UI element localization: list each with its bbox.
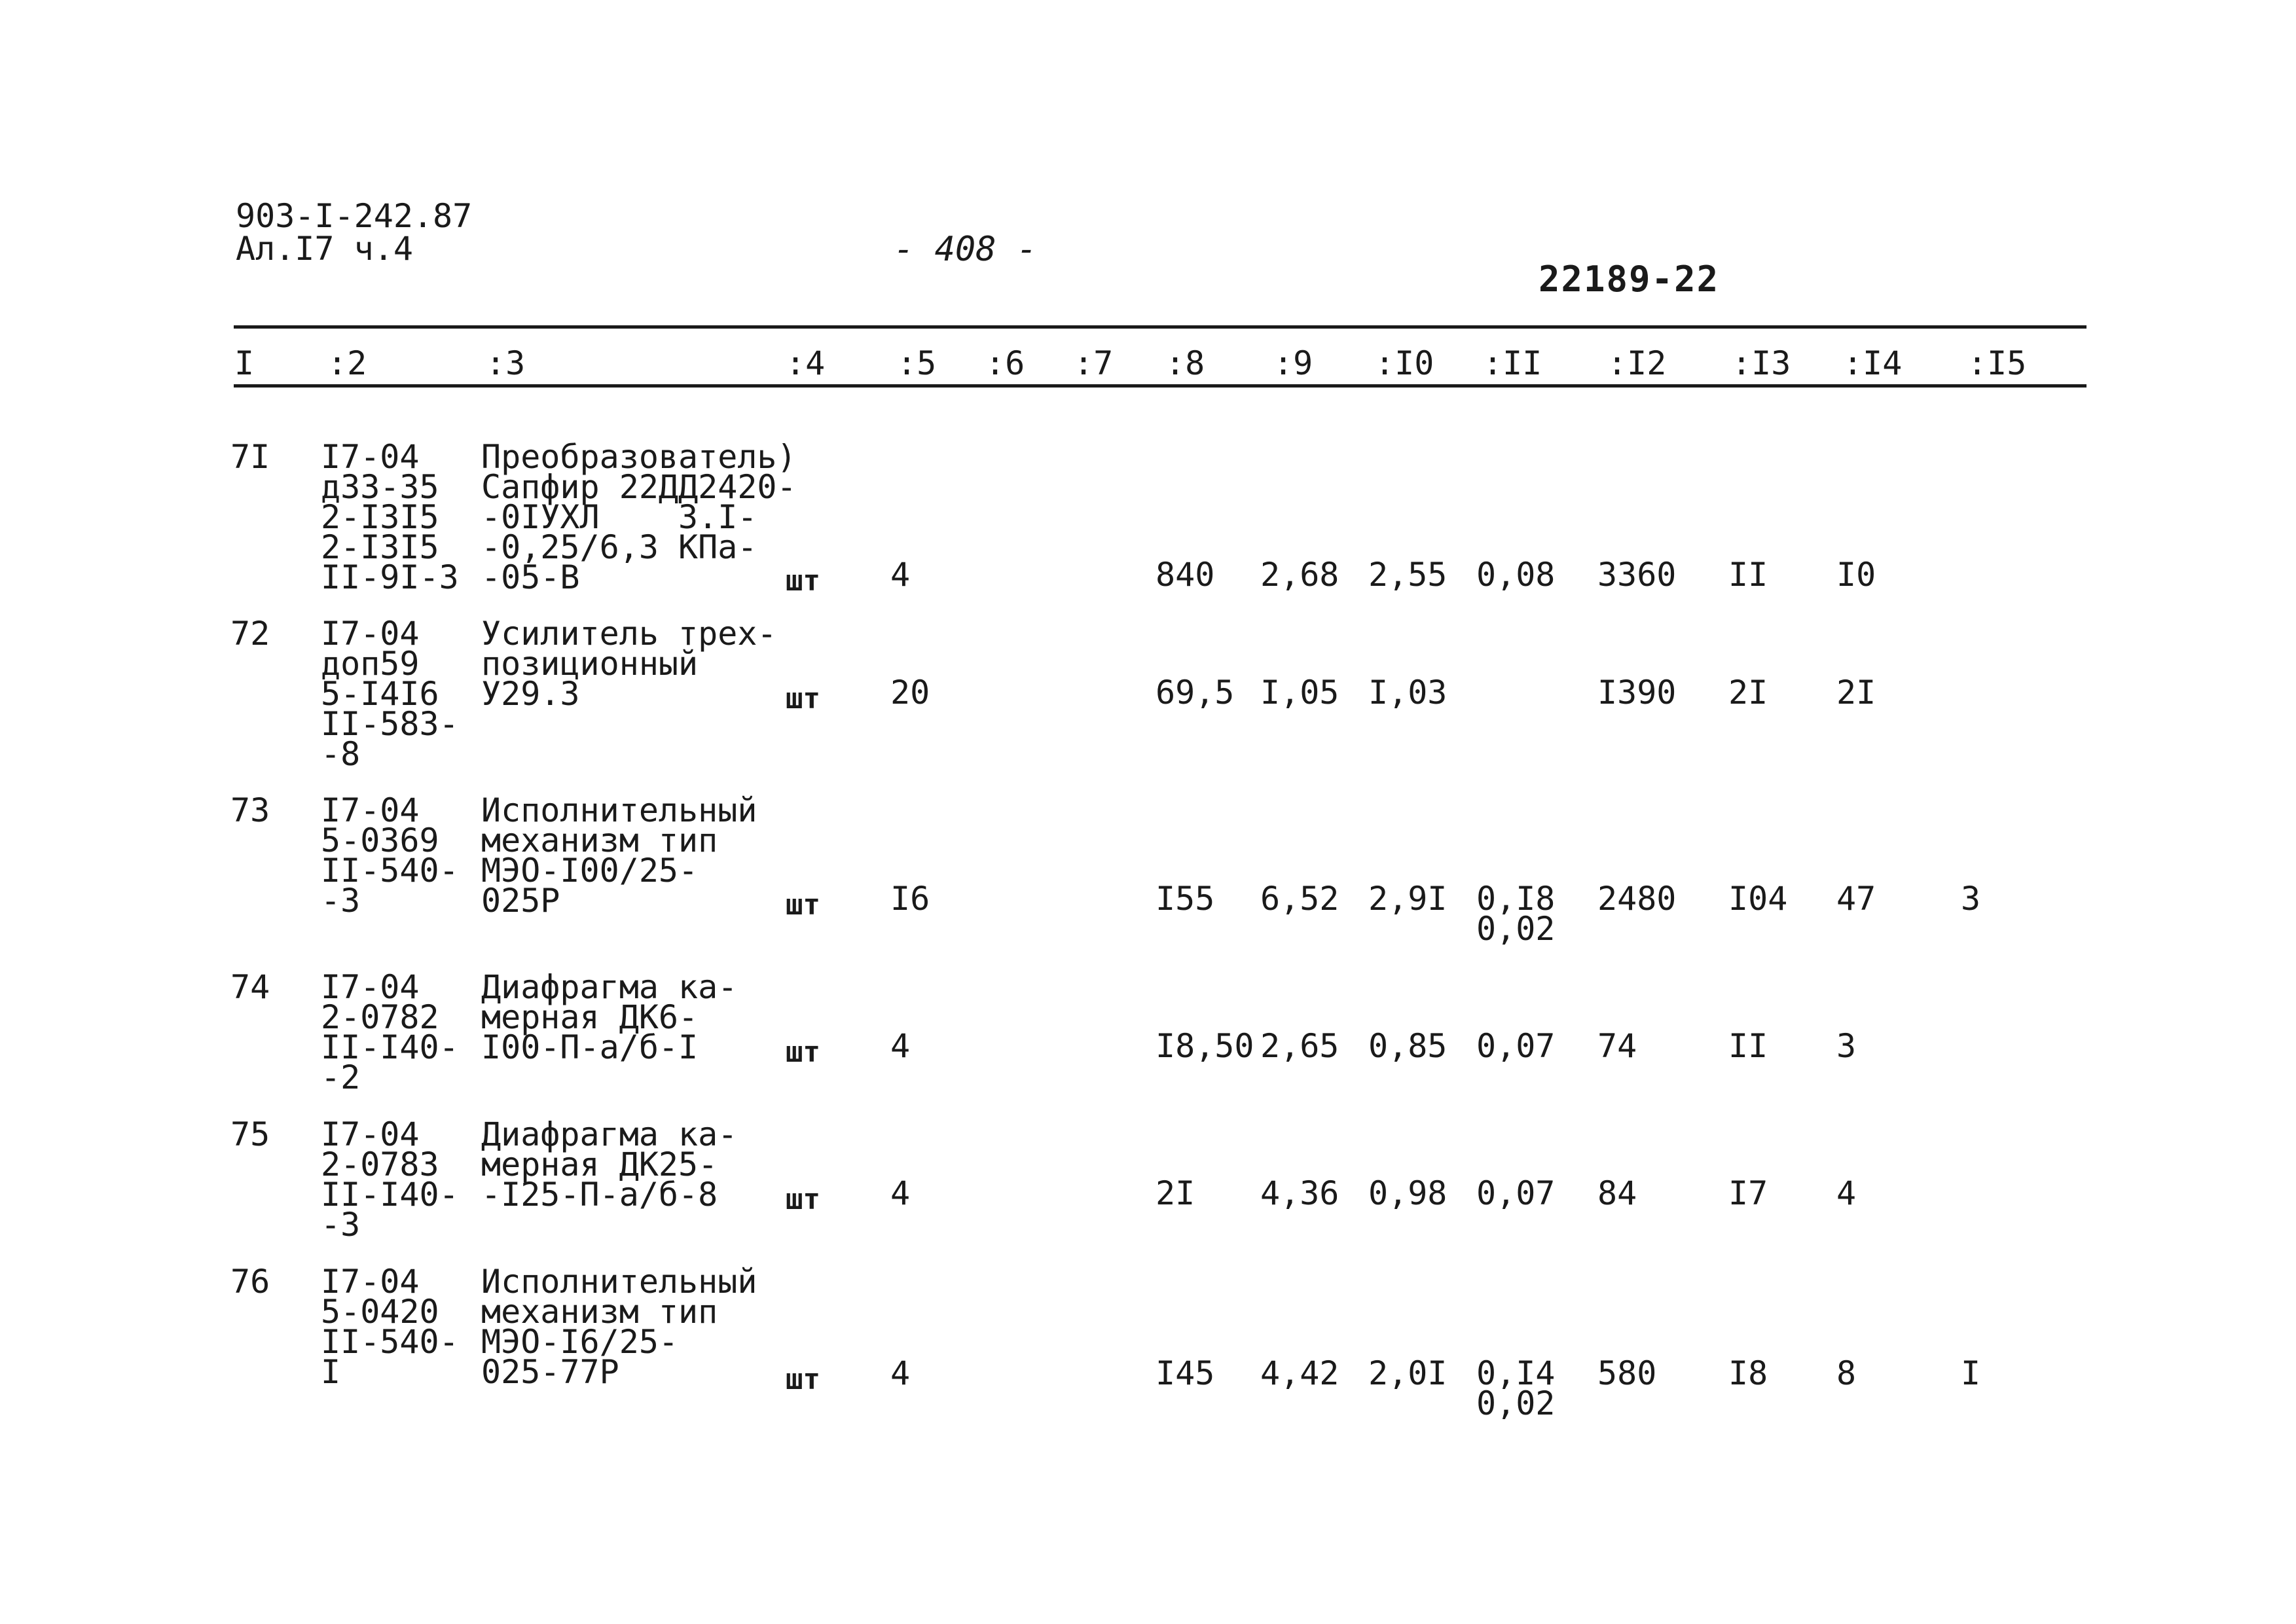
- cell-qty: 4: [890, 1174, 911, 1212]
- cell-unit: шт: [786, 888, 820, 922]
- cell-c8: I8,50: [1156, 1027, 1254, 1065]
- column-header-13: :I3: [1732, 344, 1791, 382]
- cell-c8: 840: [1156, 556, 1215, 594]
- cell-name: Диафрагма ка- мерная ДК25- -I25-П-а/б-8: [481, 1115, 738, 1214]
- cell-name: Диафрагма ка- мерная ДК6- I00-П-а/б-I: [481, 968, 738, 1066]
- column-header-2: :2: [327, 344, 367, 382]
- cell-c15: 3: [1961, 880, 1981, 918]
- cell-num: 7I: [230, 438, 270, 476]
- cell-c11: 0,I8 0,02: [1476, 880, 1556, 948]
- cell-name: Исполнительный механизм тип МЭО-I00/25- 025Р: [481, 791, 757, 920]
- cell-c12: 580: [1597, 1354, 1657, 1392]
- column-header-6: :6: [985, 344, 1025, 382]
- cell-qty: 4: [890, 1354, 911, 1392]
- cell-code: I7-04 доп59 5-I4I6 II-583- -8: [321, 615, 459, 773]
- cell-unit: шт: [786, 1183, 820, 1216]
- cell-num: 74: [230, 968, 270, 1006]
- column-header-5: :5: [897, 344, 937, 382]
- cell-c10: 2,55: [1368, 556, 1448, 594]
- cell-unit: шт: [786, 682, 820, 715]
- cell-c9: 2,68: [1260, 556, 1339, 594]
- cell-num: 75: [230, 1115, 270, 1153]
- cell-c8: I45: [1156, 1354, 1215, 1392]
- column-header-9: :9: [1273, 344, 1313, 382]
- cell-c9: 2,65: [1260, 1027, 1339, 1065]
- cell-c13: I8: [1728, 1354, 1768, 1392]
- column-header-10: :I0: [1375, 344, 1434, 382]
- column-header-7: :7: [1074, 344, 1114, 382]
- registration-number: 22189-22: [1539, 259, 1720, 300]
- cell-c9: 6,52: [1260, 880, 1339, 918]
- table-top-rule: [234, 325, 2086, 329]
- cell-c12: 74: [1597, 1027, 1637, 1065]
- cell-c13: 2I: [1728, 674, 1768, 712]
- cell-num: 73: [230, 791, 270, 829]
- column-header-8: :8: [1165, 344, 1205, 382]
- cell-qty: I6: [890, 880, 930, 918]
- column-header-3: :3: [486, 344, 526, 382]
- cell-c9: I,05: [1260, 674, 1339, 712]
- cell-c10: 2,9I: [1368, 880, 1448, 918]
- cell-qty: 4: [890, 556, 911, 594]
- cell-c10: I,03: [1368, 674, 1448, 712]
- cell-code: I7-04 5-0420 II-540- I: [321, 1263, 459, 1391]
- cell-unit: шт: [786, 564, 820, 598]
- cell-c10: 0,98: [1368, 1174, 1448, 1212]
- column-header-4: :4: [786, 344, 826, 382]
- cell-num: 76: [230, 1263, 270, 1301]
- column-header-11: :II: [1483, 344, 1542, 382]
- cell-c14: 3: [1836, 1027, 1857, 1065]
- cell-c12: I390: [1597, 674, 1677, 712]
- cell-c14: 8: [1836, 1354, 1857, 1392]
- cell-c8: 69,5: [1156, 674, 1235, 712]
- cell-c10: 2,0I: [1368, 1354, 1448, 1392]
- cell-unit: шт: [786, 1036, 820, 1069]
- cell-name: Исполнительный механизм тип МЭО-I6/25- 025-77Р: [481, 1263, 757, 1391]
- header-bottom-rule: [234, 384, 2086, 388]
- cell-c11: 0,I4 0,02: [1476, 1354, 1556, 1422]
- cell-c8: 2I: [1156, 1174, 1195, 1212]
- cell-qty: 4: [890, 1027, 911, 1065]
- page-number: - 408 -: [894, 230, 1038, 269]
- cell-c8: I55: [1156, 880, 1215, 918]
- cell-c12: 3360: [1597, 556, 1677, 594]
- cell-code: I7-04 2-0782 II-I40- -2: [321, 968, 459, 1096]
- cell-code: I7-04 д33-35 2-I3I5 2-I3I5 II-9I-3: [321, 438, 459, 596]
- cell-c14: 47: [1836, 880, 1876, 918]
- cell-c12: 84: [1597, 1174, 1637, 1212]
- column-header-12: :I2: [1607, 344, 1667, 382]
- cell-c11: 0,07: [1476, 1027, 1556, 1065]
- cell-c13: II: [1728, 556, 1768, 594]
- cell-c14: I0: [1836, 556, 1876, 594]
- cell-c12: 2480: [1597, 880, 1677, 918]
- column-header-14: :I4: [1843, 344, 1903, 382]
- document-code: 903-I-242.87: [236, 197, 473, 235]
- cell-c9: 4,36: [1260, 1174, 1339, 1212]
- cell-c14: 4: [1836, 1174, 1857, 1212]
- cell-num: 72: [230, 615, 270, 653]
- cell-c11: 0,07: [1476, 1174, 1556, 1212]
- cell-c9: 4,42: [1260, 1354, 1339, 1392]
- column-header-15: :I5: [1967, 344, 2027, 382]
- cell-c15: I: [1961, 1354, 1981, 1392]
- cell-qty: 20: [890, 674, 930, 712]
- cell-c13: I7: [1728, 1174, 1768, 1212]
- cell-c13: II: [1728, 1027, 1768, 1065]
- cell-c14: 2I: [1836, 674, 1876, 712]
- cell-code: I7-04 2-0783 II-I40- -3: [321, 1115, 459, 1244]
- cell-name: Усилитель трех- позиционный У29.3: [481, 615, 777, 713]
- cell-name: Преобразователь) Сапфир 22ДД2420- -0IУХЛ 3.I- -0,25/6,3 КПа- -05-В: [481, 438, 797, 596]
- column-header-1: I: [234, 344, 255, 382]
- cell-c11: 0,08: [1476, 556, 1556, 594]
- cell-unit: шт: [786, 1363, 820, 1396]
- cell-c10: 0,85: [1368, 1027, 1448, 1065]
- cell-c13: I04: [1728, 880, 1788, 918]
- cell-code: I7-04 5-0369 II-540- -3: [321, 791, 459, 920]
- sheet-reference: Ал.I7 ч.4: [236, 230, 413, 268]
